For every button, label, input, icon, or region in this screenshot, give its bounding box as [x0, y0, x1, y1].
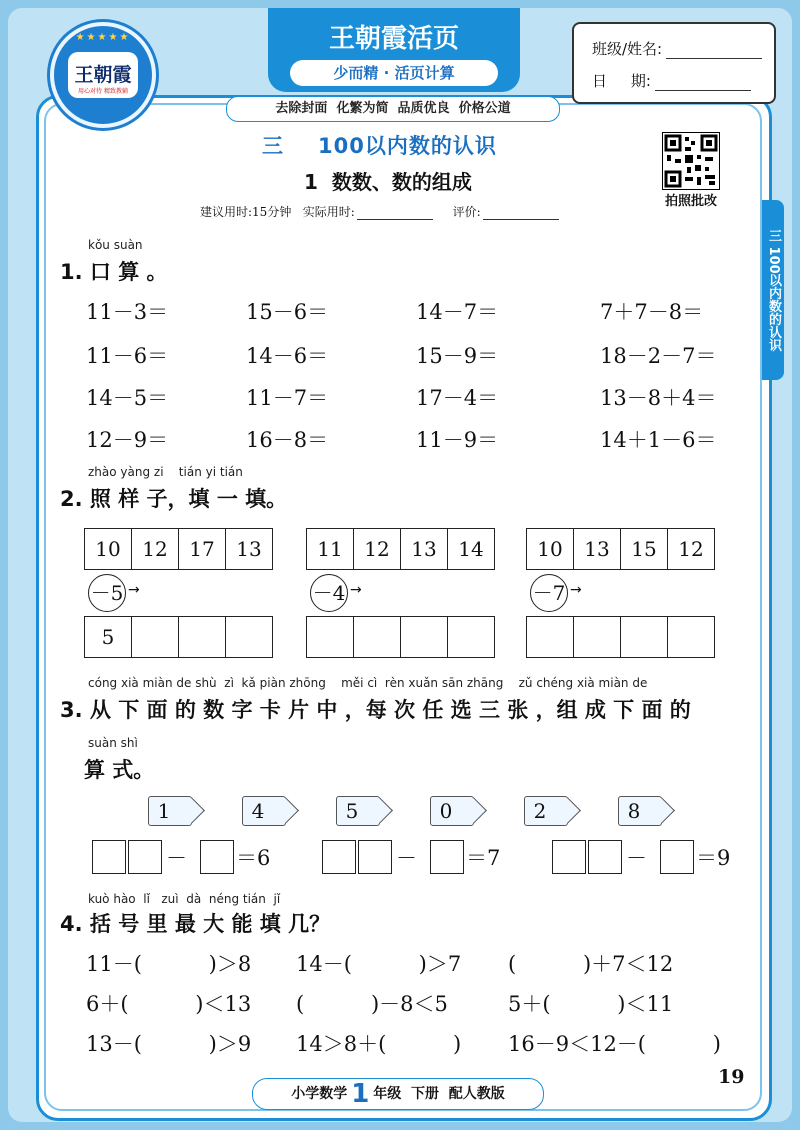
- qr-code-icon[interactable]: [662, 132, 720, 190]
- q1-exercise: 11－9＝: [416, 428, 499, 452]
- q4-exercise[interactable]: 5＋( )＜11: [508, 992, 674, 1016]
- answer-box[interactable]: [660, 840, 694, 874]
- number-card: [430, 796, 474, 826]
- unit-title: 100以内数的认识: [318, 134, 497, 158]
- q2-bottom-row: [306, 616, 495, 658]
- q4-exercise[interactable]: 6＋( )＜13: [86, 992, 252, 1016]
- equation-result: ＝6: [236, 846, 271, 870]
- answer-box[interactable]: [552, 840, 586, 874]
- q2-answer-cell[interactable]: [226, 617, 273, 658]
- number-card: [148, 796, 192, 826]
- q1-pinyin: kǒu suàn: [88, 238, 143, 252]
- number-card: [242, 796, 286, 826]
- q2-operation-circle: －7: [530, 574, 568, 612]
- q4-exercise[interactable]: ( )＋7＜12: [508, 952, 674, 976]
- q1-exercise: 14＋1－6＝: [600, 428, 717, 452]
- q2-answer-cell[interactable]: [307, 617, 354, 658]
- number-card-value: 4: [251, 799, 265, 823]
- q2-operation-circle: －4: [310, 574, 348, 612]
- date-field[interactable]: [655, 76, 751, 91]
- equation-result: ＝9: [696, 846, 731, 870]
- q2-top-row: [526, 528, 715, 570]
- q2-top-cell: 10: [85, 529, 132, 570]
- answer-box[interactable]: [588, 840, 622, 874]
- unit-number: 三: [262, 134, 284, 158]
- q3-pinyin-line1: cóng xià miàn de shù zì kǎ piàn zhōng měi cì rèn xuǎn sān zhāng zǔ chéng xià miàn de: [88, 676, 648, 690]
- number-card-value: 2: [533, 799, 547, 823]
- class-name-row: [592, 38, 762, 59]
- title-banner: [268, 8, 520, 92]
- q1-title: 1. 口 算 。: [60, 260, 168, 284]
- q2-top-cell: 17: [179, 529, 226, 570]
- footer-subject: 小学数学: [291, 1086, 348, 1102]
- arrow-right-icon: →: [128, 582, 140, 598]
- q2-top-row: [306, 528, 495, 570]
- q4-exercise[interactable]: 13－( )＞9: [86, 1032, 252, 1056]
- class-name-label: 班级/姓名:: [592, 40, 663, 58]
- q2-answer-cell[interactable]: [448, 617, 495, 658]
- q2-answer-cell[interactable]: [401, 617, 448, 658]
- footer-grade-rest: 年级 下册 配人教版: [373, 1086, 505, 1102]
- q4-exercise[interactable]: 14－( )＞7: [296, 952, 462, 976]
- q2-top-cell: 14: [448, 529, 495, 570]
- timing-row: [200, 203, 575, 220]
- q2-top-cell: 12: [354, 529, 401, 570]
- q2-top-cell: 13: [226, 529, 273, 570]
- q3-title-line2: 算 式。: [84, 758, 155, 782]
- q1-exercise: 17－4＝: [416, 386, 499, 410]
- q1-exercise: 14－6＝: [246, 344, 329, 368]
- q2-top-cell: 10: [527, 529, 574, 570]
- answer-box[interactable]: [322, 840, 356, 874]
- q2-answer-cell[interactable]: [668, 617, 715, 658]
- date-row: [592, 70, 751, 91]
- q4-exercise[interactable]: ( )－8＜5: [296, 992, 448, 1016]
- q1-exercise: 11－7＝: [246, 386, 329, 410]
- lesson-title: 1 数数、数的组成: [304, 170, 472, 194]
- minus-sign: －: [396, 846, 417, 870]
- answer-box[interactable]: [128, 840, 162, 874]
- q4-title: 4. 括 号 里 最 大 能 填 几？: [60, 912, 331, 936]
- equation-result: ＝7: [466, 846, 501, 870]
- rating-field[interactable]: [483, 208, 559, 220]
- q2-bottom-row: [84, 616, 273, 658]
- q4-exercise[interactable]: 16－9＜12－( ): [508, 1032, 721, 1056]
- number-card-value: 8: [627, 799, 641, 823]
- answer-box[interactable]: [92, 840, 126, 874]
- logo-sub-text: 用心对待 精致教辅: [78, 88, 128, 95]
- q2-top-cell: 15: [621, 529, 668, 570]
- q2-title: 2. 照 样 子，填 一 填。: [60, 487, 288, 511]
- brand-logo: [50, 22, 156, 128]
- arrow-right-icon: →: [350, 582, 362, 598]
- q4-pinyin: kuò hào lǐ zuì dà néng tián jǐ: [88, 892, 281, 906]
- q2-answer-cell[interactable]: [179, 617, 226, 658]
- date-label: 日 期:: [592, 72, 651, 90]
- q2-pinyin: zhào yàng zi tián yi tián: [88, 465, 243, 479]
- banner-title: 王朝霞活页: [328, 24, 459, 54]
- rating-label: 评价:: [452, 205, 481, 219]
- footer-grade-number: 1: [351, 1079, 370, 1109]
- q2-answer-cell[interactable]: [354, 617, 401, 658]
- minus-sign: －: [626, 846, 647, 870]
- number-card: [618, 796, 662, 826]
- q2-top-cell: 12: [668, 529, 715, 570]
- page-number: 19: [718, 1066, 745, 1088]
- q1-exercise: 13－8＋4＝: [600, 386, 717, 410]
- answer-box[interactable]: [200, 840, 234, 874]
- answer-box[interactable]: [358, 840, 392, 874]
- q1-exercise: 11－3＝: [86, 300, 169, 324]
- number-card-value: 0: [439, 799, 453, 823]
- side-chapter-tab: 三 100以内数的认识: [762, 200, 784, 380]
- logo-brand-text: 王朝霞: [74, 64, 132, 86]
- q3-title-line1: 3. 从 下 面 的 数 字 卡 片 中 ，每 次 任 选 三 张 ，组 成 下 面 的: [60, 698, 691, 722]
- stars-icon: ★★★★★: [75, 32, 131, 43]
- q1-exercise: 16－8＝: [246, 428, 329, 452]
- q2-answer-cell[interactable]: [621, 617, 668, 658]
- q2-answer-cell[interactable]: [132, 617, 179, 658]
- footer-banner: [252, 1078, 544, 1110]
- q1-exercise: 15－9＝: [416, 344, 499, 368]
- actual-time-field[interactable]: [357, 208, 433, 220]
- banner-subtitle: 少而精 · 活页计算: [290, 60, 498, 86]
- q1-exercise: 14－5＝: [86, 386, 169, 410]
- q2-top-row: [84, 528, 273, 570]
- actual-time-label: 实际用时:: [302, 205, 355, 219]
- unit-heading: [262, 130, 497, 160]
- q2-top-cell: 13: [401, 529, 448, 570]
- q1-exercise: 14－7＝: [416, 300, 499, 324]
- q4-exercise[interactable]: 14＞8＋( ): [296, 1032, 462, 1056]
- number-card: [336, 796, 380, 826]
- student-info-box: [572, 22, 776, 104]
- class-name-field[interactable]: [666, 44, 762, 59]
- q1-exercise: 12－9＝: [86, 428, 169, 452]
- q2-top-cell: 11: [307, 529, 354, 570]
- number-card: [524, 796, 568, 826]
- suggested-time: 建议用时:15分钟: [200, 205, 292, 219]
- q2-answer-cell: 5: [85, 617, 132, 658]
- q3-pinyin-line2: suàn shì: [88, 736, 138, 750]
- qr-label: 拍照批改: [664, 194, 717, 209]
- number-card-value: 1: [157, 799, 171, 823]
- q2-operation-circle: －5: [88, 574, 126, 612]
- arrow-right-icon: →: [570, 582, 582, 598]
- answer-box[interactable]: [430, 840, 464, 874]
- q1-exercise: 11－6＝: [86, 344, 169, 368]
- q1-exercise: 7＋7－8＝: [600, 300, 704, 324]
- minus-sign: －: [166, 846, 187, 870]
- q1-exercise: 15－6＝: [246, 300, 329, 324]
- q2-answer-cell[interactable]: [574, 617, 621, 658]
- logo-plate: [68, 52, 138, 98]
- q2-answer-cell[interactable]: [527, 617, 574, 658]
- slogan-banner: 去除封面 化繁为简 品质优良 价格公道: [226, 96, 560, 122]
- number-card-value: 5: [345, 799, 359, 823]
- q2-top-cell: 12: [132, 529, 179, 570]
- q2-top-cell: 13: [574, 529, 621, 570]
- q2-bottom-row: [526, 616, 715, 658]
- q4-exercise[interactable]: 11－( )＞8: [86, 952, 252, 976]
- q1-exercise: 18－2－7＝: [600, 344, 717, 368]
